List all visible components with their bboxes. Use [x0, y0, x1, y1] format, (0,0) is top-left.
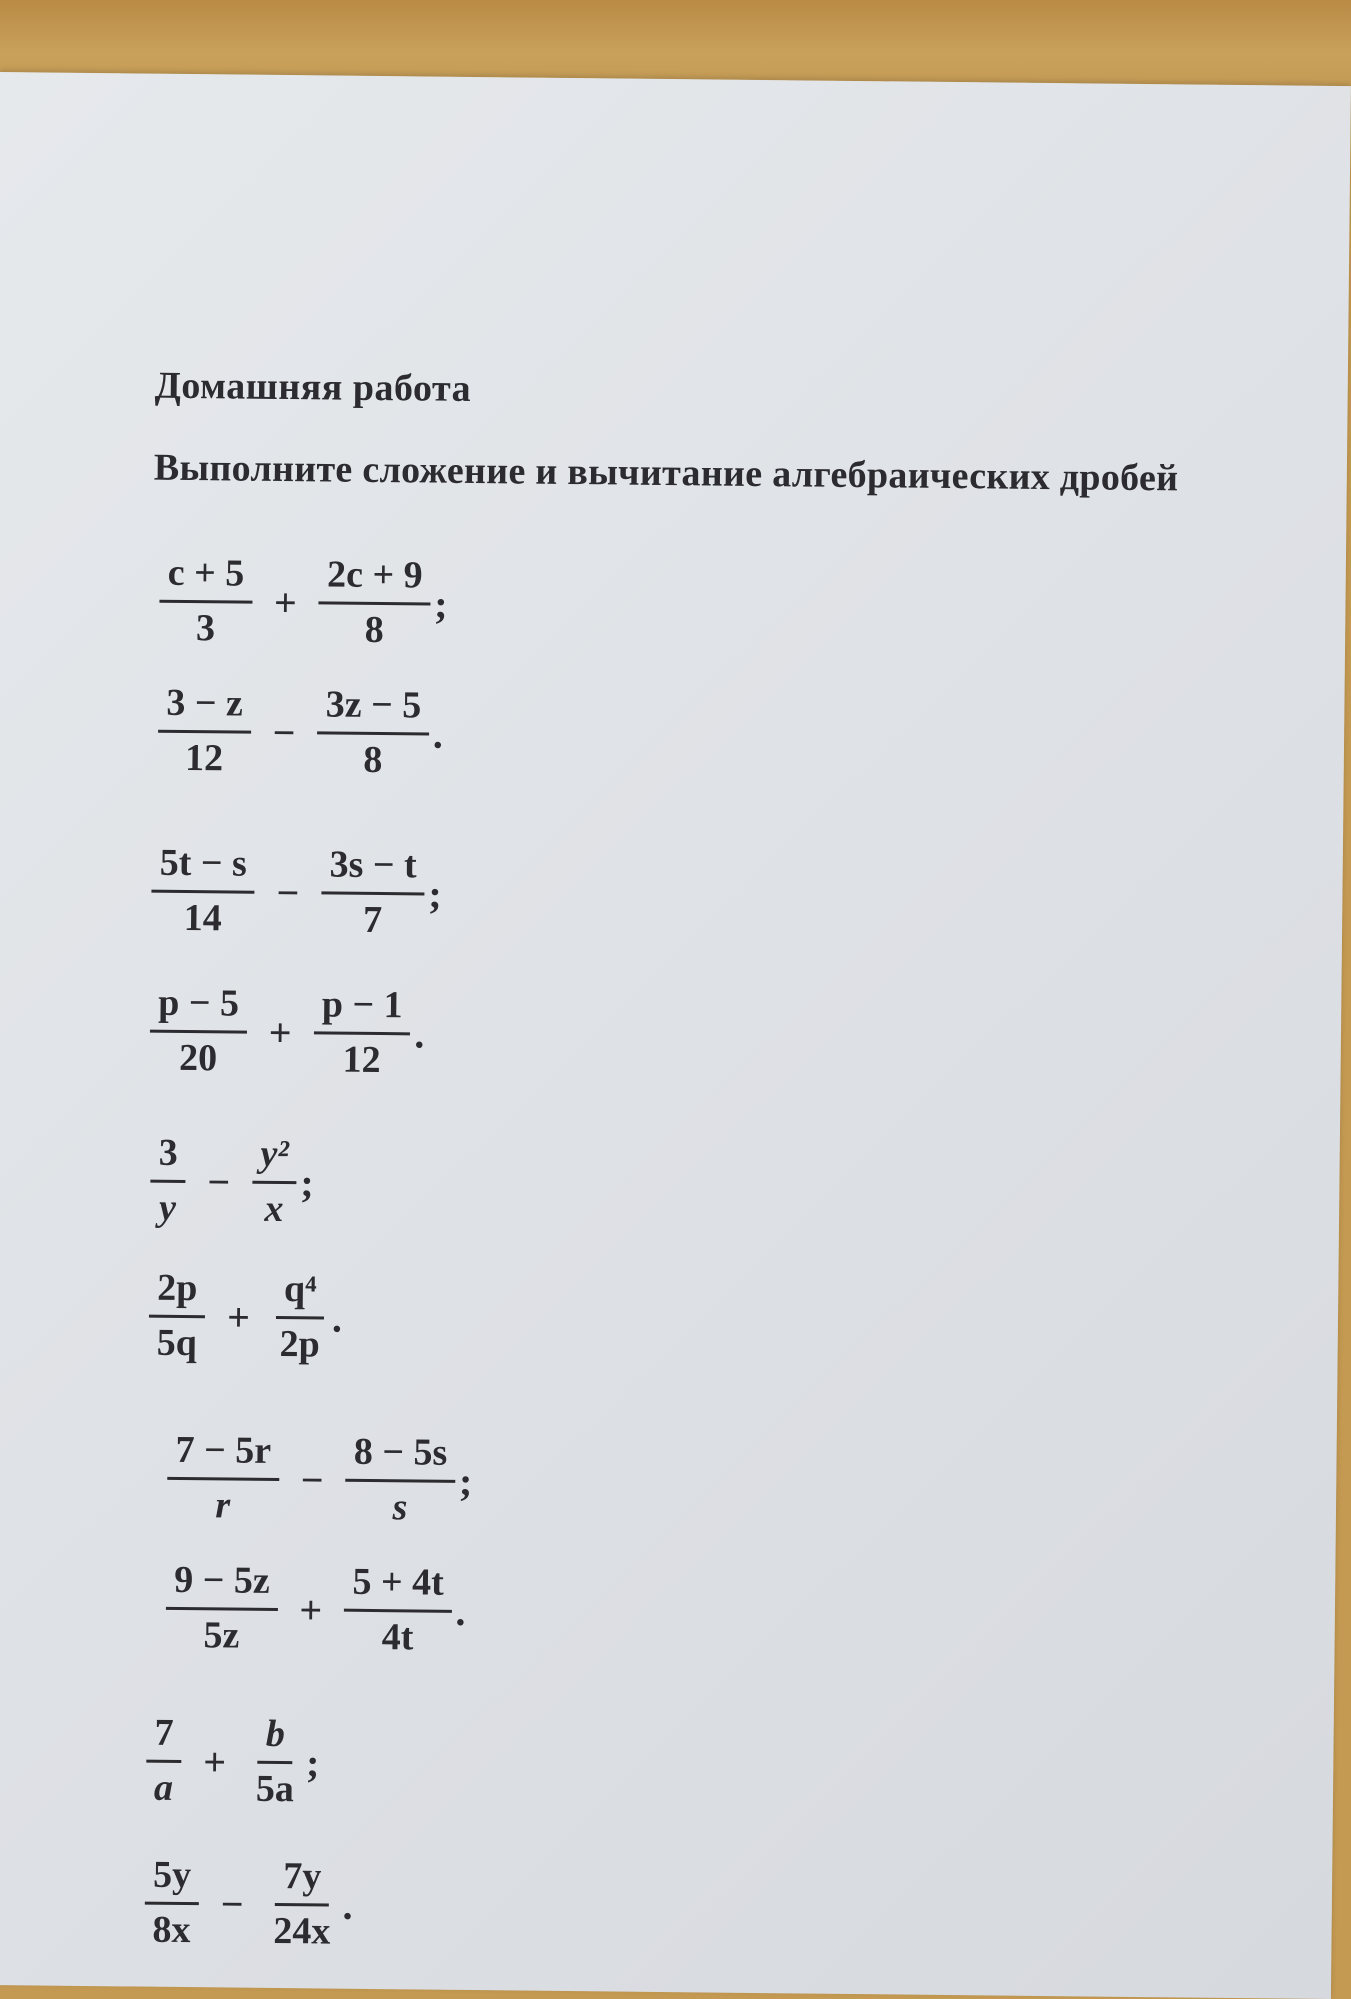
denominator: 14 [183, 896, 222, 940]
fraction-left [148, 1267, 205, 1366]
operator: + [226, 1294, 251, 1340]
denominator: 8x [152, 1908, 191, 1951]
fraction-left [167, 1429, 280, 1529]
numerator: 5t − s [151, 842, 255, 894]
numerator: p − 1 [314, 983, 411, 1035]
fraction-right [252, 1133, 297, 1232]
denominator [207, 1480, 238, 1528]
operator: − [300, 1456, 324, 1503]
paper-sheet [0, 72, 1351, 1999]
terminator: . [432, 711, 444, 757]
fraction-left [151, 842, 255, 941]
numerator: 3 − z [158, 682, 251, 734]
exercise-5 [150, 1132, 314, 1232]
numerator: 3 [150, 1132, 186, 1183]
operator: + [273, 579, 298, 625]
task-instruction: Выполните сложение и вычитание алгебраических дробей [153, 446, 1179, 500]
terminator: ; [434, 581, 448, 627]
exercise-6 [148, 1267, 342, 1367]
exercise-10 [144, 1854, 353, 1955]
denominator: 12 [184, 736, 224, 780]
denominator: 12 [342, 1038, 381, 1081]
numerator [258, 1713, 294, 1764]
terminator: . [342, 1882, 353, 1928]
numerator: 9 − 5z [166, 1559, 278, 1611]
variable: s [392, 1485, 408, 1529]
operator: + [268, 1009, 292, 1055]
denominator [151, 1182, 184, 1230]
exercise-7 [167, 1429, 473, 1531]
variable: b [265, 1712, 286, 1756]
terminator: ; [300, 1159, 315, 1206]
numerator: 7 [146, 1712, 182, 1763]
fraction-left [150, 1132, 186, 1231]
numerator [252, 1133, 297, 1184]
denominator: 3 [195, 606, 216, 649]
denominator: 5z [203, 1613, 240, 1657]
denominator: 5q [156, 1321, 198, 1364]
variable: x [264, 1187, 284, 1230]
variable: y² [260, 1132, 289, 1176]
fraction-left [159, 552, 253, 651]
denominator [384, 1482, 415, 1530]
numerator: 3z − 5 [317, 683, 429, 735]
fraction-left [158, 682, 252, 781]
exercise-9 [146, 1712, 320, 1812]
denominator: 8 [364, 608, 384, 651]
terminator: . [455, 1588, 466, 1634]
numerator: 8 − 5s [346, 1431, 456, 1483]
denominator: 2p [279, 1322, 320, 1366]
exercise-3 [151, 842, 442, 943]
fraction-right [344, 1561, 452, 1660]
page-title: Домашняя работа [154, 364, 472, 410]
operator: − [276, 869, 300, 915]
operator: − [272, 709, 296, 755]
numerator: 2p [149, 1267, 206, 1318]
numerator: 5y [145, 1854, 200, 1905]
denominator [146, 1762, 181, 1810]
denominator: 7 [362, 898, 383, 941]
denominator: 8 [363, 738, 383, 781]
fraction-left [146, 1712, 182, 1811]
exercise-2 [158, 682, 444, 783]
operator: + [299, 1586, 323, 1633]
terminator: ; [305, 1739, 320, 1786]
operator: + [203, 1738, 227, 1785]
operator: − [220, 1881, 244, 1927]
numerator: c + 5 [159, 552, 252, 604]
exercise-8 [165, 1559, 466, 1661]
exercise-1 [159, 552, 448, 653]
fraction-left [165, 1559, 278, 1659]
fraction-right [271, 1268, 328, 1367]
fraction-right [248, 1713, 303, 1812]
operator: − [207, 1158, 231, 1205]
variable: a [153, 1766, 174, 1809]
fraction-right [345, 1431, 455, 1531]
terminator: ; [428, 871, 442, 917]
terminator: . [331, 1295, 343, 1341]
fraction-right [313, 983, 411, 1082]
fraction-right [265, 1855, 339, 1954]
variable: r [215, 1484, 231, 1527]
denominator [256, 1183, 291, 1231]
variable: y [158, 1186, 177, 1229]
numerator: q⁴ [276, 1268, 325, 1319]
terminator: . [414, 1011, 425, 1057]
fraction-left [149, 982, 247, 1081]
denominator: 24x [273, 1909, 331, 1953]
numerator: 7 − 5r [167, 1429, 279, 1481]
fraction-right [317, 683, 430, 783]
numerator: 3s − t [321, 843, 425, 895]
denominator: 4t [381, 1615, 414, 1659]
numerator: 5 + 4t [344, 1561, 452, 1613]
numerator: p − 5 [150, 982, 247, 1034]
numerator: 7y [275, 1855, 330, 1906]
terminator: ; [458, 1458, 473, 1504]
fraction-right [318, 553, 431, 653]
fraction-right [321, 843, 425, 942]
fraction-left [144, 1854, 199, 1953]
denominator: 5a [255, 1767, 295, 1810]
numerator: 2c + 9 [319, 553, 431, 605]
exercise-4 [149, 982, 424, 1083]
denominator: 20 [178, 1036, 218, 1080]
